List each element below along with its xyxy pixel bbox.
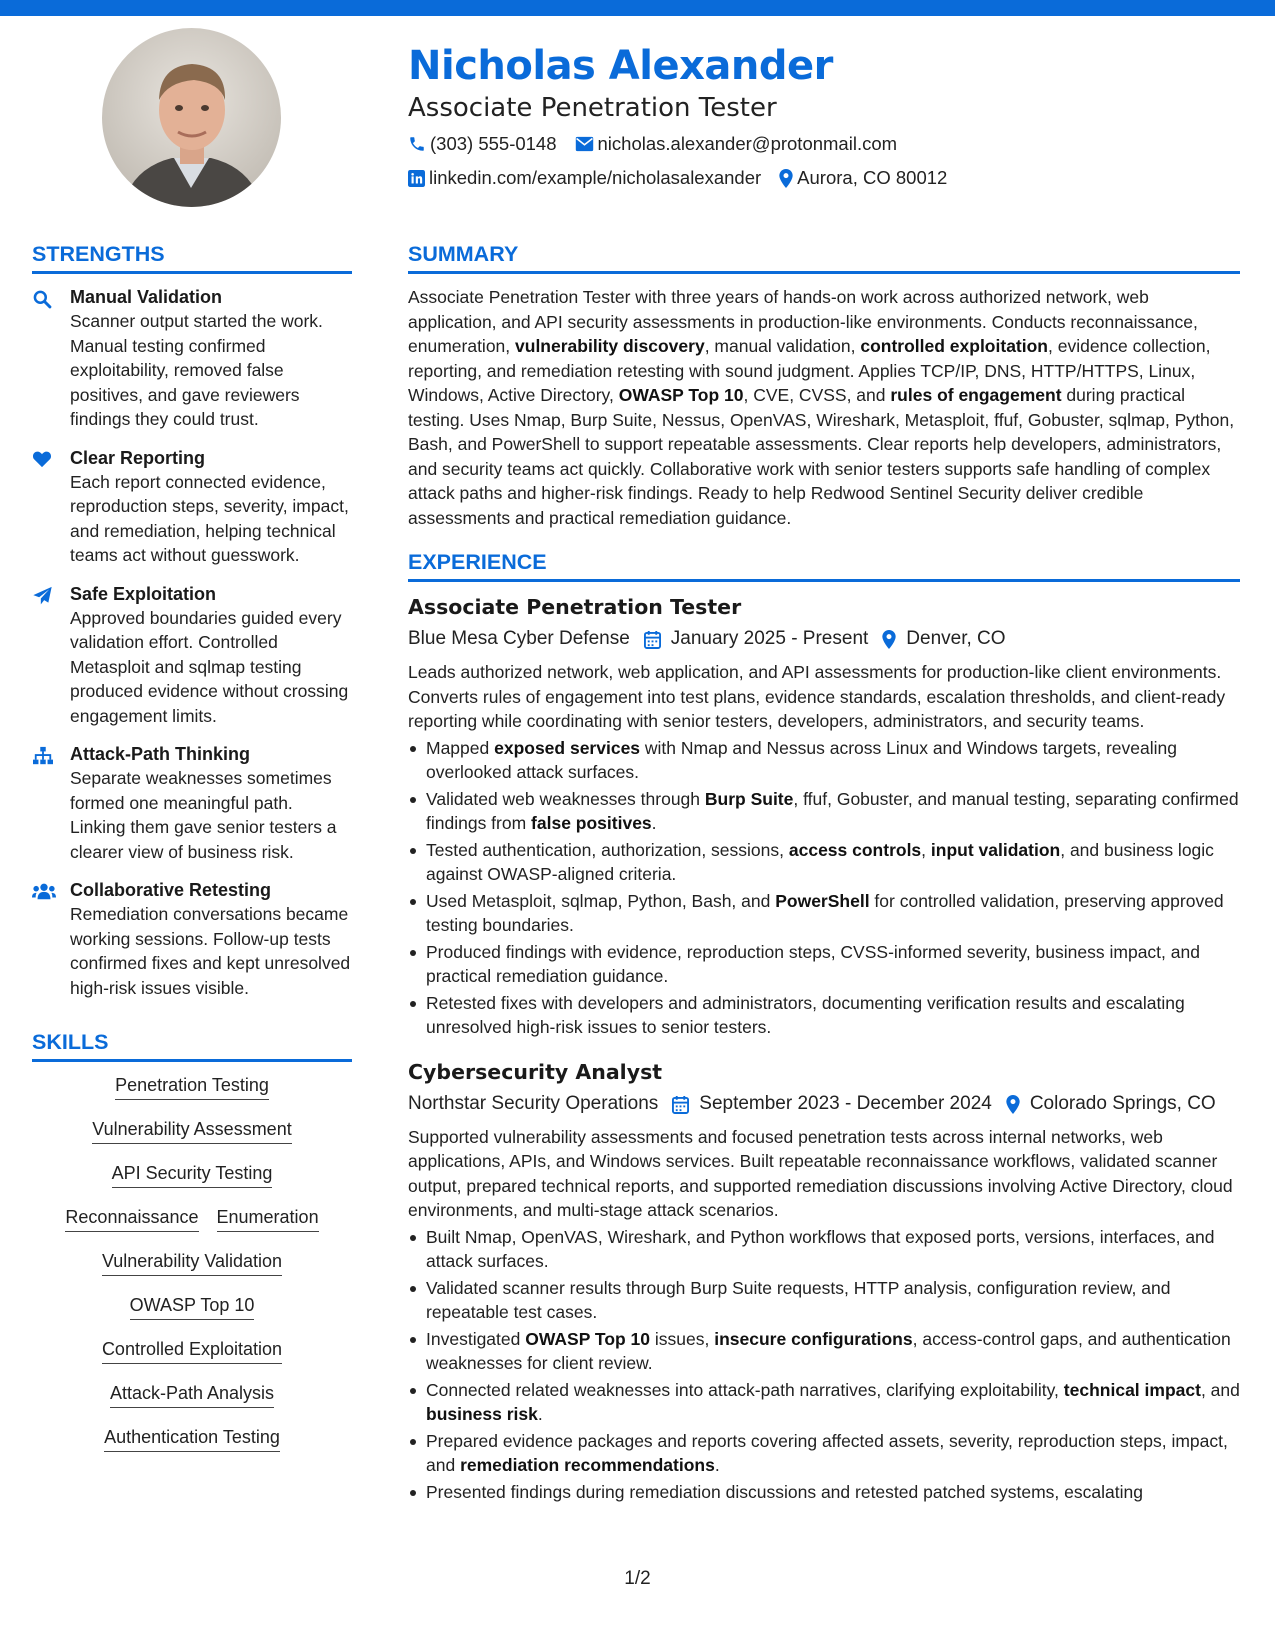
skill-tag: Vulnerability Validation <box>102 1249 282 1276</box>
list-item: Tested authentication, authorization, sessions, access controls, input validation, and business logic against OWASP-aligned criteria. <box>408 838 1240 887</box>
skill-tag: Controlled Exploitation <box>102 1337 282 1364</box>
top-accent-bar <box>0 0 1275 16</box>
strength-title: Manual Validation <box>70 287 223 307</box>
strength-description: Separate weaknesses sometimes formed one meaningful path. Linking them gave senior testers a clearer view of business risk. <box>70 768 337 862</box>
strength-title: Attack-Path Thinking <box>70 744 251 764</box>
location-contact <box>779 162 947 194</box>
list-item: Prepared evidence packages and reports covering affected assets, severity, reproduction steps, impact, and remediation recommendations. <box>408 1429 1240 1478</box>
map-pin-icon <box>882 630 896 649</box>
strength-title: Safe Exploitation <box>70 583 217 604</box>
skill-tag: Reconnaissance <box>65 1205 198 1232</box>
location-text: Aurora, CO 80012 <box>797 167 948 188</box>
strengths-heading: STRENGTHS <box>32 240 352 274</box>
strength-description: Scanner output started the work. Manual testing confirmed exploitability, removed false positives, and gave reviewers findings they could trust. <box>70 311 323 429</box>
contact-row-1 <box>408 128 1238 160</box>
strength-description: Approved boundaries guided every validation effort. Controlled Metasploit and sqlmap testing produced evidence without crossing engagement limits. <box>70 607 349 726</box>
candidate-title: Associate Penetration Tester <box>408 93 777 123</box>
contact-row-2 <box>408 162 1238 194</box>
list-item: Validated scanner results through Burp Suite requests, HTTP analysis, configuration review, and repeatable test cases. <box>408 1276 1240 1325</box>
skills-heading: SKILLS <box>32 1028 352 1062</box>
job-company: Northstar Security Operations <box>408 1092 659 1114</box>
linkedin-icon <box>408 170 425 187</box>
job-meta <box>408 627 1240 651</box>
profile-photo <box>102 28 281 207</box>
job-dates: September 2023 - December 2024 <box>672 1092 992 1116</box>
list-item: Built Nmap, OpenVAS, Wireshark, and Python workflows that exposed ports, versions, interfaces, and attack surfaces. <box>408 1225 1240 1274</box>
skill-tag: Authentication Testing <box>104 1425 280 1452</box>
strength-item <box>32 285 352 432</box>
list-item: Mapped exposed services with Nmap and Nessus across Linux and Windows targets, revealing overlooked attack surfaces. <box>408 736 1240 785</box>
paper-plane-icon <box>32 586 53 606</box>
phone-contact <box>408 128 557 160</box>
list-item: Presented findings during remediation discussions and retested patched systems, escalating <box>408 1480 1240 1505</box>
calendar-icon <box>672 1095 689 1114</box>
job-entry <box>408 593 1240 1040</box>
strength-description: Remediation conversations became working sessions. Follow-up tests confirmed fixes and kept unresolved high-risk issues visible. <box>70 904 351 998</box>
calendar-icon <box>644 630 661 649</box>
skill-tag: Enumeration <box>217 1205 319 1232</box>
sitemap-icon <box>32 746 54 766</box>
experience-heading: EXPERIENCE <box>408 548 1240 582</box>
list-item: Retested fixes with developers and administrators, documenting verification results and escalating unresolved high-risk issues to senior testers. <box>408 991 1240 1040</box>
strength-item <box>32 582 352 729</box>
strength-item <box>32 878 352 1000</box>
envelope-icon <box>575 136 594 152</box>
job-company: Blue Mesa Cyber Defense <box>408 628 630 649</box>
skill-tag: Vulnerability Assessment <box>92 1117 291 1144</box>
job-meta <box>408 1092 1240 1116</box>
email-text[interactable]: nicholas.alexander@protonmail.com <box>597 133 898 154</box>
skills-section <box>32 1028 352 1452</box>
candidate-name: Nicholas Alexander <box>408 43 833 89</box>
job-bullets <box>408 736 1240 1040</box>
job-location: Denver, CO <box>882 627 1005 651</box>
job-bullets <box>408 1225 1240 1505</box>
summary-text: Associate Penetration Tester with three years of hands-on work across authorized network, web application, and API security assessments in production-like environments. Conducts reconnaissance, enumeration, vulnerability discovery, manual validation, controlled exploitation, evidence collection, reporting, and remediation retesting with sound judgment. Applies TCP/IP, DNS, HTTP/HTTPS, Linux, Windows, Active Directory, OWASP Top 10, CVE, CVSS, and rules of engagement during practical testing. Uses Nmap, Burp Suite, Nessus, OpenVAS, Wireshark, Metasploit, ffuf, Gobuster, sqlmap, Python, Bash, and PowerShell to support repeatable assessments. Clear reports help developers, administrators, and security teams act quickly. Collaborative work with senior testers supports safe handling of complex attack paths and higher-risk findings. Ready to help Redwood Sentinel Security deliver credible assessments and practical remediation guidance. <box>408 287 1235 528</box>
list-item: Connected related weaknesses into attack-path narratives, clarifying exploitability, technical impact, and business risk. <box>408 1378 1240 1427</box>
skill-tag: API Security Testing <box>112 1161 273 1188</box>
job-description: Leads authorized network, web application, and API assessments for production-like client environments. Converts rules of engagement into test plans, evidence standards, escalation thresholds, and client-ready reporting while coordinating with senior testers, developers, administrators, and security teams. <box>408 662 1226 731</box>
right-column <box>408 240 1240 1506</box>
skill-tag: Penetration Testing <box>115 1073 269 1100</box>
strength-title: Clear Reporting <box>70 447 206 468</box>
phone-icon <box>408 135 426 153</box>
page-number: 1/2 <box>624 1568 651 1589</box>
skill-tag: Attack-Path Analysis <box>110 1381 274 1408</box>
linkedin-contact[interactable] <box>408 162 761 194</box>
job-location: Colorado Springs, CO <box>1006 1092 1240 1116</box>
email-contact[interactable] <box>575 128 898 160</box>
list-item: Validated web weaknesses through Burp Suite, ffuf, Gobuster, and manual testing, separating confirmed findings from false positives. <box>408 787 1240 836</box>
experience-section <box>408 548 1240 1504</box>
list-item: Produced findings with evidence, reproduction steps, CVSS-informed severity, business impact, and practical remediation guidance. <box>408 940 1240 989</box>
resume-header <box>408 40 1238 194</box>
strength-item <box>32 742 352 864</box>
map-pin-icon <box>1006 1095 1020 1114</box>
job-entry <box>408 1058 1240 1505</box>
job-role: Cybersecurity Analyst <box>408 1059 663 1084</box>
job-dates: January 2025 - Present <box>644 627 869 651</box>
map-pin-icon <box>779 169 793 188</box>
list-item: Used Metasploit, sqlmap, Python, Bash, and PowerShell for controlled validation, preserving approved testing boundaries. <box>408 889 1240 938</box>
linkedin-text[interactable]: linkedin.com/example/nicholasalexander <box>429 167 762 188</box>
job-role: Associate Penetration Tester <box>408 595 742 619</box>
job-description: Supported vulnerability assessments and focused penetration tests across internal networks, web applications, APIs, and Windows services. Built repeatable reconnaissance workflows, validated scanner output, prepared technical reports, and supported remediation discussions involving Active Directory, cloud environments, and multi-stage attack scenarios. <box>408 1126 1233 1220</box>
strength-title: Collaborative Retesting <box>70 880 272 900</box>
phone-text: (303) 555-0148 <box>430 133 557 154</box>
left-column <box>32 240 352 1469</box>
strength-item <box>32 446 352 568</box>
users-icon <box>32 882 56 900</box>
list-item: Investigated OWASP Top 10 issues, insecure configurations, access-control gaps, and authentication weaknesses for client review. <box>408 1327 1240 1376</box>
summary-heading: SUMMARY <box>408 240 1240 274</box>
search-icon <box>32 289 52 309</box>
strength-description: Each report connected evidence, reproduction steps, severity, impact, and remediation, helping technical teams act without guesswork. <box>70 471 349 565</box>
skill-tag: OWASP Top 10 <box>130 1293 255 1320</box>
heart-icon <box>32 450 52 468</box>
